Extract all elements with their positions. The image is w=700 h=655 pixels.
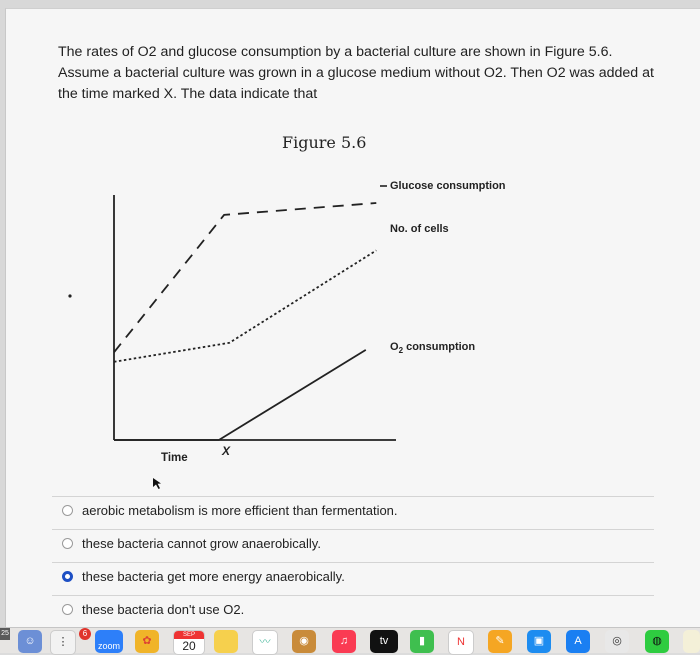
numbers-icon[interactable]: ▮ — [410, 630, 434, 653]
figure-title: Figure 5.6 — [282, 133, 367, 152]
option-3-label[interactable]: these bacteria get more energy anaerobically. — [82, 569, 345, 584]
pages-icon[interactable]: ✎ — [488, 630, 512, 653]
option-1[interactable] — [52, 496, 654, 527]
finder-icon[interactable]: ☺ — [18, 630, 42, 653]
legend-o2 — [390, 341, 475, 355]
legend-o2-suffix: consumption — [403, 341, 476, 353]
music-icon[interactable]: ♫ — [332, 630, 356, 653]
option-2-label[interactable]: these bacteria cannot grow anaerobically. — [82, 536, 321, 551]
option-4-radio[interactable] — [62, 604, 73, 615]
apple-tv-icon[interactable] — [370, 630, 398, 653]
news-icon[interactable]: N — [448, 630, 474, 655]
x-marker: X — [222, 444, 231, 458]
zoom-label: zoom — [97, 641, 120, 651]
question-text: The rates of O2 and glucose consumption by a bacterial culture are shown in Figure 5.6. Assume a bacterial culture was grown in a glucose medium without O2. Then O2 was added at the time marked X. The data indicate that — [58, 44, 654, 102]
calendar-day: 20 — [182, 639, 196, 653]
option-1-label[interactable]: aerobic metabolism is more efficient than fermentation. — [82, 503, 398, 518]
notification-badge: 6 — [79, 628, 91, 640]
calendar-month: SEP — [174, 631, 204, 639]
legend-glucose: Glucose consumption — [390, 180, 506, 192]
option-4[interactable] — [52, 595, 654, 626]
stickies-icon[interactable] — [683, 630, 700, 653]
notes-icon[interactable] — [214, 630, 238, 653]
zoom-app-icon[interactable] — [95, 630, 123, 653]
legend-o2-subscript: 2 — [398, 346, 404, 355]
keynote-icon[interactable]: ▣ — [527, 630, 551, 653]
option-2[interactable] — [52, 529, 654, 560]
safari-icon[interactable]: ◎ — [605, 630, 629, 653]
app-store-icon[interactable]: A — [566, 630, 590, 653]
option-3-radio[interactable] — [62, 571, 73, 582]
option-3[interactable] — [52, 562, 654, 593]
launchpad-icon[interactable]: ⋮ — [50, 630, 76, 655]
x-axis-label: Time — [161, 452, 188, 464]
legend-cells: No. of cells — [390, 223, 449, 235]
glucose-consumption-line — [114, 203, 376, 352]
books-icon[interactable]: ◉ — [292, 630, 316, 653]
stray-dot — [68, 294, 71, 297]
freeform-icon[interactable]: 〰 — [252, 630, 278, 655]
cell-count-line — [114, 250, 376, 361]
o2-consumption-line — [114, 350, 366, 440]
corner-badge: 25 — [0, 628, 10, 640]
option-2-radio[interactable] — [62, 538, 73, 549]
legend-o2-prefix: O — [390, 341, 399, 353]
dock — [0, 627, 700, 653]
tv-label: tv — [379, 635, 389, 647]
cursor-icon — [153, 478, 161, 489]
calendar-icon[interactable] — [173, 630, 205, 655]
photos-icon[interactable]: ✿ — [135, 630, 159, 653]
option-1-radio[interactable] — [62, 505, 73, 516]
podcasts-icon[interactable]: ◍ — [645, 630, 669, 653]
option-4-label[interactable]: these bacteria don't use O2. — [82, 602, 245, 617]
